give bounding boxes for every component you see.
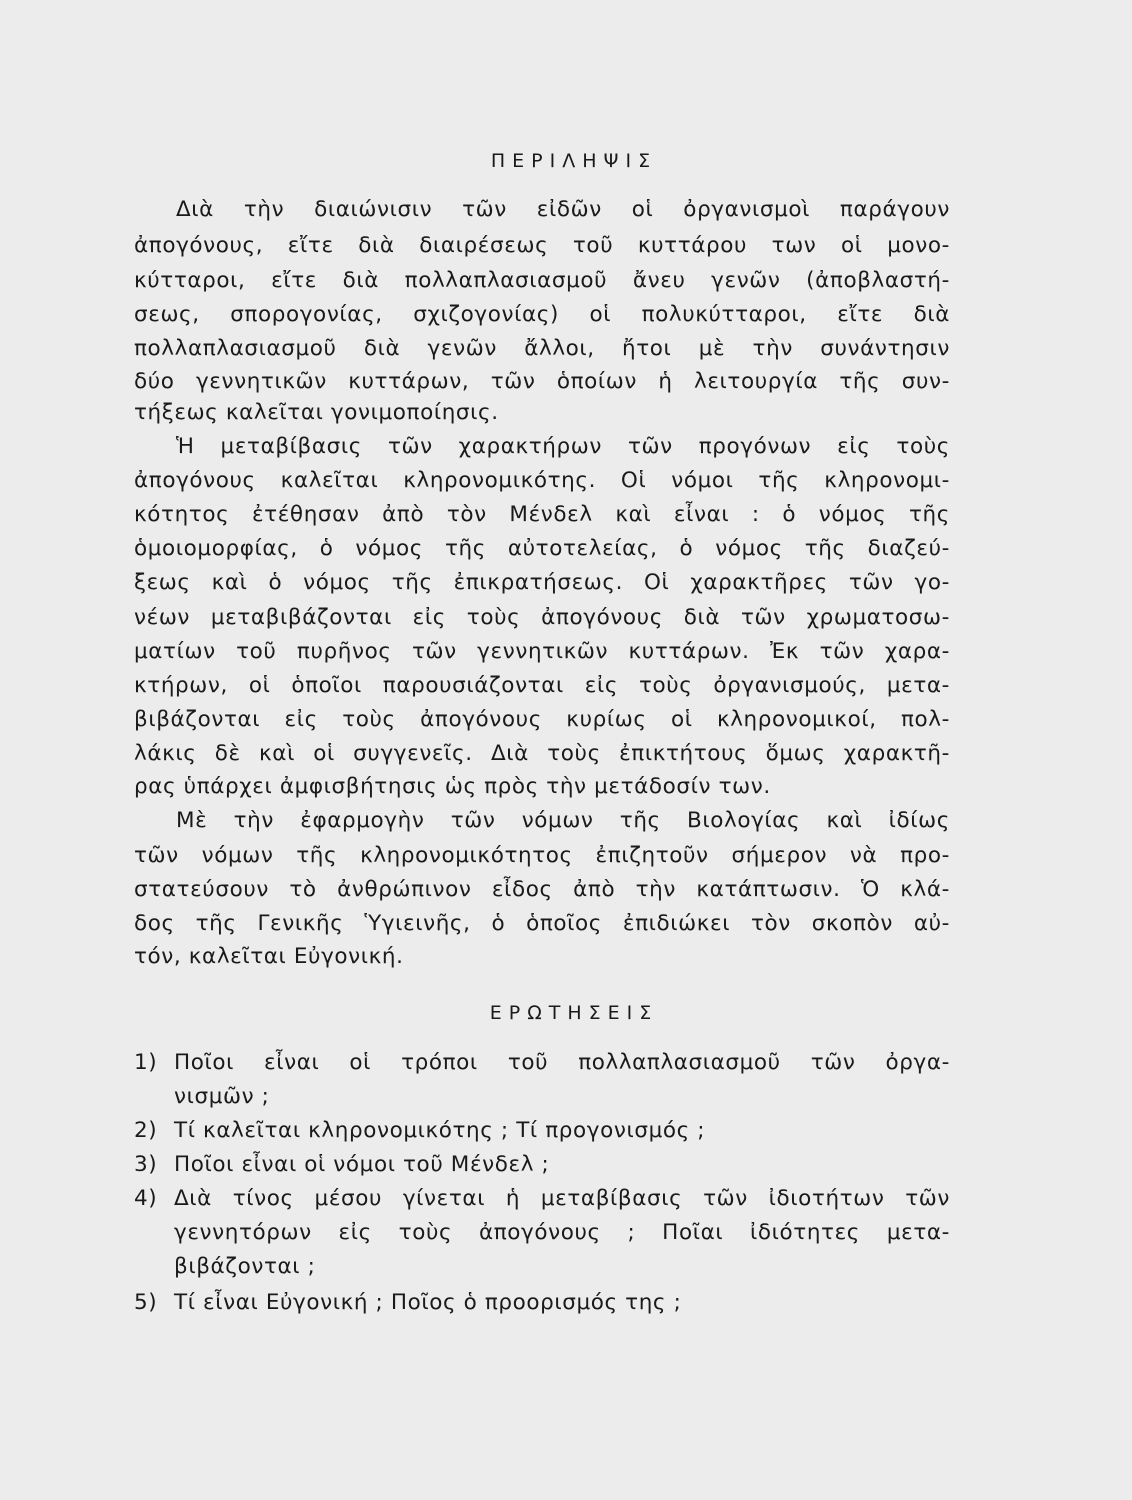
summary-line: ξεως καὶ ὁ νόμος τῆς ἐπικρατήσεως. Οἱ χαρακτῆρες τῶν γο-	[134, 570, 950, 595]
question-number: 3)	[134, 1152, 158, 1177]
summary-line: κότητος ἐτέθησαν ἀπὸ τὸν Μένδελ καὶ εἶναι : ὁ νόμος τῆς	[134, 502, 950, 527]
summary-line: ὁμοιομορφίας, ὁ νόμος τῆς αὐτοτελείας, ὁ νόμος τῆς διαζεύ-	[134, 536, 950, 561]
summary-line: νέων μεταβιβάζονται εἰς τοὺς ἀπογόνους διὰ τῶν χρωματοσω-	[134, 605, 950, 630]
summary-line: ματίων τοῦ πυρῆνος τῶν γεννητικῶν κυττάρων. Ἐκ τῶν χαρα-	[134, 639, 950, 664]
summary-line: τόν, καλεῖται Εὐγονική.	[134, 944, 404, 969]
summary-line: Μὲ τὴν ἐφαρμογὴν τῶν νόμων τῆς Βιολογίας καὶ ἰδίως	[176, 808, 950, 833]
summary-line: βιβάζονται εἰς τοὺς ἀπογόνους κυρίως οἱ κληρονομικοί, πολ-	[134, 707, 950, 732]
questions-heading: ΕΡΩΤΗΣΕΙΣ	[489, 1002, 659, 1024]
question-item	[134, 1184, 950, 1214]
question-line: Διὰ τίνος μέσου γίνεται ἡ μεταβίβασις τῶν ἰδιοτήτων τῶν	[174, 1186, 950, 1211]
question-number: 2)	[134, 1118, 158, 1143]
summary-line: ἀπογόνους, εἴτε διὰ διαιρέσεως τοῦ κυττάρου των οἱ μονο-	[134, 233, 950, 258]
summary-line: Διὰ τὴν διαιώνισιν τῶν εἰδῶν οἱ ὀργανισμοὶ παράγουν	[176, 197, 950, 222]
question-item	[134, 1116, 950, 1146]
summary-line: σεως, σπορογονίας, σχιζογονίας) οἱ πολυκύτταροι, εἴτε διὰ	[134, 302, 950, 327]
summary-line: στατεύσουν τὸ ἀνθρώπινον εἶδος ἀπὸ τὴν κατάπτωσιν. Ὁ κλά-	[134, 877, 950, 902]
question-line: Τί εἶναι Εὐγονική ; Ποῖος ὁ προορισμός της ;	[174, 1290, 682, 1315]
summary-heading: ΠΕΡΙΛΗΨΙΣ	[490, 150, 658, 172]
summary-line: δος τῆς Γενικῆς Ὑγιεινῆς, ὁ ὁποῖος ἐπιδιώκει τὸν σκοπὸν αὐ-	[134, 911, 950, 936]
question-line: βιβάζονται ;	[174, 1254, 316, 1279]
question-item	[134, 1288, 950, 1318]
summary-line: δύο γεννητικῶν κυττάρων, τῶν ὁποίων ἡ λειτουργία τῆς συν-	[134, 369, 950, 394]
summary-line: πολλαπλασιασμοῦ διὰ γενῶν ἄλλοι, ἤτοι μὲ τὴν συνάντησιν	[134, 336, 950, 361]
question-line: νισμῶν ;	[174, 1084, 270, 1109]
question-item	[134, 1048, 950, 1078]
summary-line: κτήρων, οἱ ὁποῖοι παρουσιάζονται εἰς τοὺς ὀργανισμούς, μετα-	[134, 673, 950, 698]
question-line: Ποῖοι εἶναι οἱ τρόποι τοῦ πολλαπλασιασμοῦ τῶν ὀργα-	[174, 1050, 950, 1075]
question-item	[134, 1150, 950, 1180]
question-line: Ποῖοι εἶναι οἱ νόμοι τοῦ Μένδελ ;	[174, 1152, 550, 1177]
summary-line: τῶν νόμων τῆς κληρονομικότητος ἐπιζητοῦν σήμερον νὰ προ-	[134, 843, 950, 868]
summary-line: κύτταροι, εἴτε διὰ πολλαπλασιασμοῦ ἄνευ γενῶν (ἀποβλαστή-	[134, 268, 950, 293]
question-number: 1)	[134, 1050, 158, 1075]
question-line: Τί καλεῖται κληρονομικότης ; Τί προγονισμός ;	[174, 1118, 706, 1143]
summary-line: ρας ὑπάρχει ἀμφισβήτησις ὡς πρὸς τὴν μετάδοσίν των.	[134, 774, 771, 799]
question-line: γεννητόρων εἰς τοὺς ἀπογόνους ; Ποῖαι ἰδιότητες μετα-	[174, 1220, 950, 1245]
summary-line: λάκις δὲ καὶ οἱ συγγενεῖς. Διὰ τοὺς ἐπικτήτους ὅμως χαρακτῆ-	[134, 741, 950, 766]
summary-line: τήξεως καλεῖται γονιμοποίησις.	[134, 400, 499, 425]
summary-line: ἀπογόνους καλεῖται κληρονομικότης. Οἱ νόμοι τῆς κληρονομι-	[134, 468, 950, 493]
summary-line: Ἡ μεταβίβασις τῶν χαρακτήρων τῶν προγόνων εἰς τοὺς	[176, 434, 950, 459]
question-number: 5)	[134, 1290, 158, 1315]
question-number: 4)	[134, 1186, 158, 1211]
